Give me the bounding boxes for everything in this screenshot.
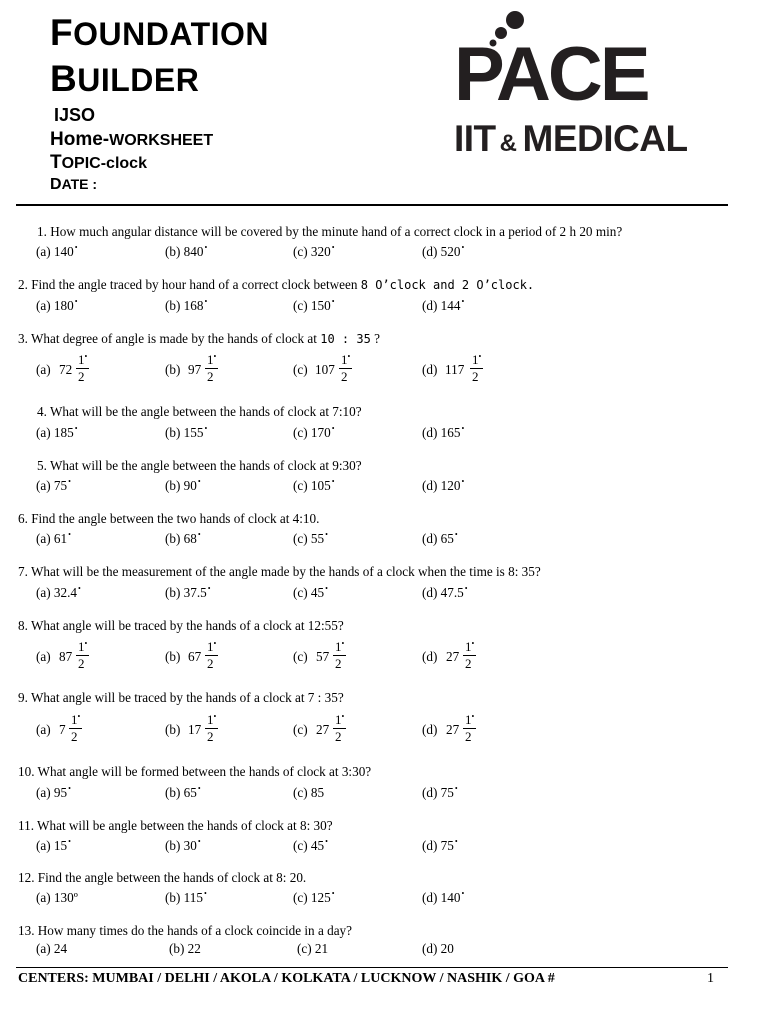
- question-text: 11. What will be angle between the hands of clock at 8: 30?: [18, 818, 333, 833]
- option-b: (b) 65•: [165, 784, 201, 800]
- question-text: 8. What angle will be traced by the hands of a clock at 12:55?: [18, 618, 344, 633]
- option-b: (b) 115•: [165, 889, 207, 905]
- option-c: (c) 55•: [293, 530, 328, 546]
- option-a: (a) 75•: [36, 477, 71, 493]
- option-a: (a) 185•: [36, 424, 78, 440]
- option-b: (b) 168•: [165, 297, 208, 313]
- option-b: (b) 30•: [165, 837, 201, 853]
- option-a: (a) 24: [36, 941, 68, 956]
- option-c: (c) 45•: [293, 584, 328, 600]
- question-text: 3. What degree of angle is made by the hands of clock at 10 : 35 ?: [18, 331, 380, 346]
- option-a: (a) 32.4•: [36, 584, 81, 600]
- option-c: (c) 45•: [293, 837, 328, 853]
- question-text: 2. Find the angle traced by hour hand of a correct clock between 8 O’clock and 2 O’clock.: [18, 277, 535, 292]
- footer-divider: [16, 967, 728, 968]
- exam-label: IJSO: [54, 105, 96, 125]
- option-a: (a) 180•: [36, 297, 78, 313]
- option-b: (b) 90•: [165, 477, 201, 493]
- option-b: (b) 840•: [165, 243, 208, 259]
- option-d: (d) 144•: [422, 297, 465, 313]
- pace-wordmark: PACE: [454, 32, 648, 117]
- question-text: 10. What angle will be formed between the hands of clock at 3:30?: [18, 764, 372, 779]
- title-builder: BUILDER: [50, 58, 200, 99]
- option-d: (d) 75•: [422, 784, 458, 800]
- option-c: (c) 85: [293, 785, 325, 800]
- option-a: (a) 140•: [36, 243, 78, 259]
- title-foundation: FOUNDATION: [50, 12, 269, 53]
- header-divider: [16, 204, 728, 206]
- option-d: (d) 140•: [422, 889, 465, 905]
- option-c: (c) 125•: [293, 889, 335, 905]
- option-b: (b) 37.5•: [165, 584, 211, 600]
- option-c: (c) 105•: [293, 477, 335, 493]
- option-a: (a) 130º: [36, 890, 78, 905]
- question-text: 7. What will be the measurement of the angle made by the hands of a clock when the time is 8: 35?: [18, 564, 541, 579]
- footer-centers: CENTERS: MUMBAI / DELHI / AKOLA / KOLKATA / LUCKNOW / NASHIK / GOA #: [18, 971, 555, 986]
- option-b: (b) 22: [169, 941, 201, 956]
- question-text: 13. How many times do the hands of a clock coincide in a day?: [18, 923, 352, 938]
- option-d: (d) 165•: [422, 424, 465, 440]
- option-d: (d) 65•: [422, 530, 458, 546]
- question-text: 1. How much angular distance will be covered by the minute hand of a correct clock in a period of 2 h 20 min?: [37, 224, 623, 239]
- question-text: 6. Find the angle between the two hands of clock at 4:10.: [18, 511, 320, 526]
- option-a: (a) 95•: [36, 784, 71, 800]
- question-text: 12. Find the angle between the hands of clock at 8: 20.: [18, 870, 307, 885]
- date-label: DATE :: [50, 176, 98, 193]
- option-c: (c) 320•: [293, 243, 335, 259]
- option-c: (c) 21: [297, 941, 329, 956]
- option-b: (b) 68•: [165, 530, 201, 546]
- option-a: (a) 15•: [36, 837, 71, 853]
- question-text: 9. What angle will be traced by the hands of a clock at 7 : 35?: [18, 690, 344, 705]
- option-d: (d) 75•: [422, 837, 458, 853]
- topic-label: TOPIC-clock: [50, 152, 147, 173]
- option-d: (d) 120•: [422, 477, 465, 493]
- option-c: (c) 150•: [293, 297, 335, 313]
- home-worksheet-label: Home-WORKSHEET: [50, 129, 214, 150]
- pace-logo: [452, 8, 724, 158]
- option-c: (c) 170•: [293, 424, 335, 440]
- option-d: (d) 20: [422, 941, 454, 956]
- option-d: (d) 520•: [422, 243, 465, 259]
- option-d: (d) 47.5•: [422, 584, 468, 600]
- page-number: 1: [707, 971, 714, 986]
- iit-medical-wordmark: IIT & MEDICAL: [454, 118, 688, 158]
- option-a: (a) 61•: [36, 530, 71, 546]
- question-text: 5. What will be the angle between the hands of clock at 9:30?: [37, 458, 362, 473]
- option-b: (b) 155•: [165, 424, 208, 440]
- question-text: 4. What will be the angle between the hands of clock at 7:10?: [37, 404, 362, 419]
